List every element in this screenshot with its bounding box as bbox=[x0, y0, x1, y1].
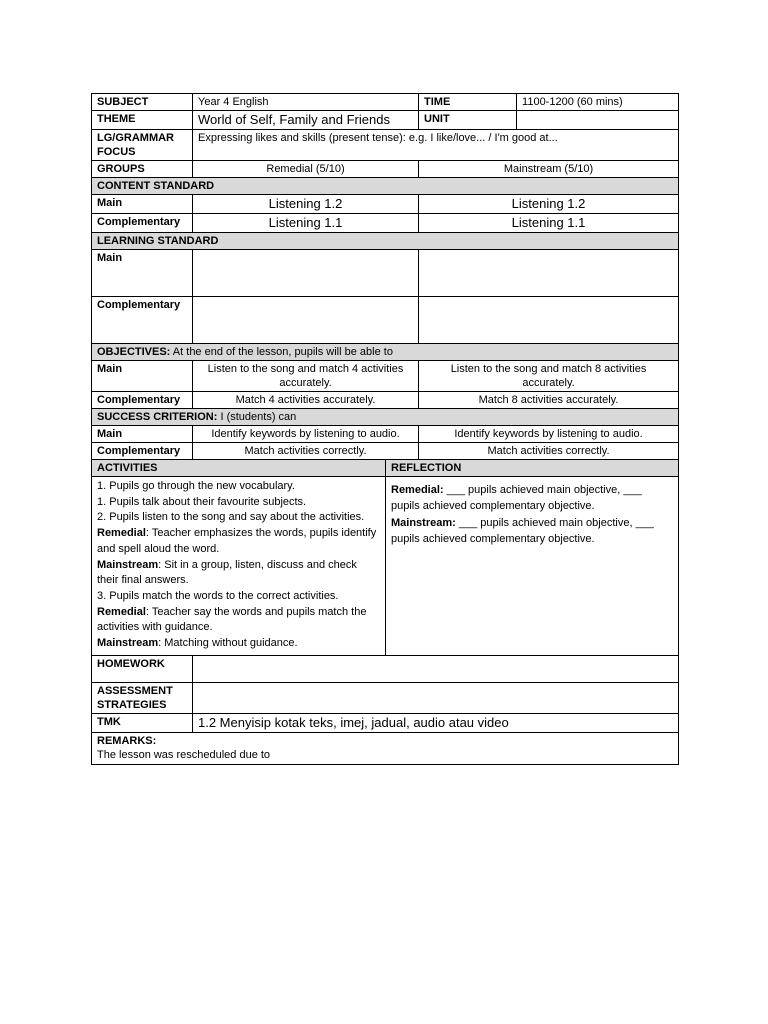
success-main-remedial: Identify keywords by listening to audio. bbox=[193, 426, 419, 443]
success-main-label: Main bbox=[92, 426, 193, 443]
content-main-label: Main bbox=[92, 195, 193, 214]
success-comp-label: Complementary bbox=[92, 443, 193, 460]
learning-comp-remedial bbox=[193, 297, 419, 344]
unit-label: UNIT bbox=[419, 111, 517, 130]
remarks-label: REMARKS: bbox=[97, 734, 157, 747]
objectives-main-mainstream: Listen to the song and match 8 activities accurately. bbox=[419, 361, 679, 392]
objectives-heading bbox=[92, 344, 679, 361]
reflection-text: ___ pupils achieved main objective, ___ pupils achieved complementary objective. bbox=[391, 517, 654, 546]
reflection-content bbox=[386, 477, 679, 656]
lesson-plan-table bbox=[91, 93, 679, 765]
subject-value: Year 4 English bbox=[193, 94, 419, 111]
success-heading-text: I (students) can bbox=[217, 411, 297, 423]
activity-line: 2. Pupils listen to the song and say about the activities. bbox=[97, 511, 365, 524]
learning-standard-heading: LEARNING STANDARD bbox=[92, 233, 679, 250]
remarks-cell bbox=[92, 732, 679, 764]
content-main-remedial: Listening 1.2 bbox=[193, 195, 419, 214]
theme-value: World of Self, Family and Friends bbox=[193, 111, 419, 130]
objectives-comp-label: Complementary bbox=[92, 392, 193, 409]
success-heading bbox=[92, 409, 679, 426]
activity-text: : Teacher say the words and pupils match the activities with guidance. bbox=[97, 605, 367, 634]
content-main-mainstream: Listening 1.2 bbox=[419, 195, 679, 214]
time-value: 1100-1200 (60 mins) bbox=[517, 94, 679, 111]
activity-line: 3. Pupils match the words to the correct activities. bbox=[97, 589, 339, 602]
activity-group-label: Remedial bbox=[97, 527, 146, 540]
objectives-main-remedial: Listen to the song and match 4 activities accurately. bbox=[193, 361, 419, 392]
learning-comp-mainstream bbox=[419, 297, 679, 344]
group-mainstream: Mainstream (5/10) bbox=[419, 161, 679, 178]
content-comp-remedial: Listening 1.1 bbox=[193, 214, 419, 233]
activity-line bbox=[97, 605, 380, 636]
success-main-mainstream: Identify keywords by listening to audio. bbox=[419, 426, 679, 443]
success-comp-mainstream: Match activities correctly. bbox=[419, 443, 679, 460]
lg-grammar-label: LG/GRAMMAR FOCUS bbox=[92, 130, 193, 161]
objectives-comp-mainstream: Match 8 activities accurately. bbox=[419, 392, 679, 409]
content-comp-mainstream: Listening 1.1 bbox=[419, 214, 679, 233]
activities-content bbox=[92, 477, 386, 656]
activity-line bbox=[97, 558, 380, 589]
activity-group-label: Mainstream bbox=[97, 558, 159, 571]
activities-heading: ACTIVITIES bbox=[92, 460, 386, 477]
success-heading-bold: SUCCESS CRITERION: bbox=[97, 411, 218, 423]
theme-label: THEME bbox=[92, 111, 193, 130]
objectives-main-label: Main bbox=[92, 361, 193, 392]
homework-value bbox=[193, 655, 679, 682]
unit-value bbox=[517, 111, 679, 130]
subject-label: SUBJECT bbox=[92, 94, 193, 111]
group-remedial: Remedial (5/10) bbox=[193, 161, 419, 178]
groups-label: GROUPS bbox=[92, 161, 193, 178]
activity-group-label: Mainstream bbox=[97, 637, 159, 650]
activity-text: : Sit in a group, listen, discuss and check their final answers. bbox=[97, 558, 357, 587]
remarks-value: The lesson was rescheduled due to bbox=[97, 748, 271, 761]
lg-grammar-value: Expressing likes and skills (present tense): e.g. I like/love... / I'm good at... bbox=[193, 130, 679, 161]
time-label: TIME bbox=[419, 94, 517, 111]
assessment-value bbox=[193, 682, 679, 713]
homework-label: HOMEWORK bbox=[92, 655, 193, 682]
assessment-label: ASSESSMENT STRATEGIES bbox=[92, 682, 193, 713]
reflection-group-label: Mainstream: bbox=[391, 517, 456, 530]
activity-line bbox=[97, 636, 380, 652]
activity-text: : Teacher emphasizes the words, pupils identify and spell aloud the word. bbox=[97, 527, 377, 555]
tmk-value: 1.2 Menyisip kotak teks, imej, jadual, audio atau video bbox=[193, 713, 679, 732]
activity-text: : Matching without guidance. bbox=[158, 637, 298, 650]
reflection-remedial bbox=[391, 483, 673, 514]
objectives-heading-text: At the end of the lesson, pupils will be able to bbox=[170, 346, 393, 358]
success-comp-remedial: Match activities correctly. bbox=[193, 443, 419, 460]
learning-main-remedial bbox=[193, 250, 419, 297]
reflection-text: ___ pupils achieved main objective, ___ pupils achieved complementary objective. bbox=[391, 484, 642, 512]
reflection-mainstream bbox=[391, 516, 673, 547]
learning-comp-label: Complementary bbox=[92, 297, 193, 344]
objectives-heading-bold: OBJECTIVES: bbox=[97, 346, 171, 358]
tmk-label: TMK bbox=[92, 713, 193, 732]
reflection-heading: REFLECTION bbox=[386, 460, 679, 477]
activity-line: 1. Pupils go through the new vocabulary. bbox=[97, 480, 295, 492]
activity-line bbox=[97, 526, 380, 557]
content-standard-heading: CONTENT STANDARD bbox=[92, 178, 679, 195]
learning-main-label: Main bbox=[92, 250, 193, 297]
learning-main-mainstream bbox=[419, 250, 679, 297]
objectives-comp-remedial: Match 4 activities accurately. bbox=[193, 392, 419, 409]
reflection-group-label: Remedial: bbox=[391, 484, 444, 496]
activity-line: 1. Pupils talk about their favourite subjects. bbox=[97, 495, 307, 508]
activity-group-label: Remedial bbox=[97, 605, 146, 618]
content-comp-label: Complementary bbox=[92, 214, 193, 233]
